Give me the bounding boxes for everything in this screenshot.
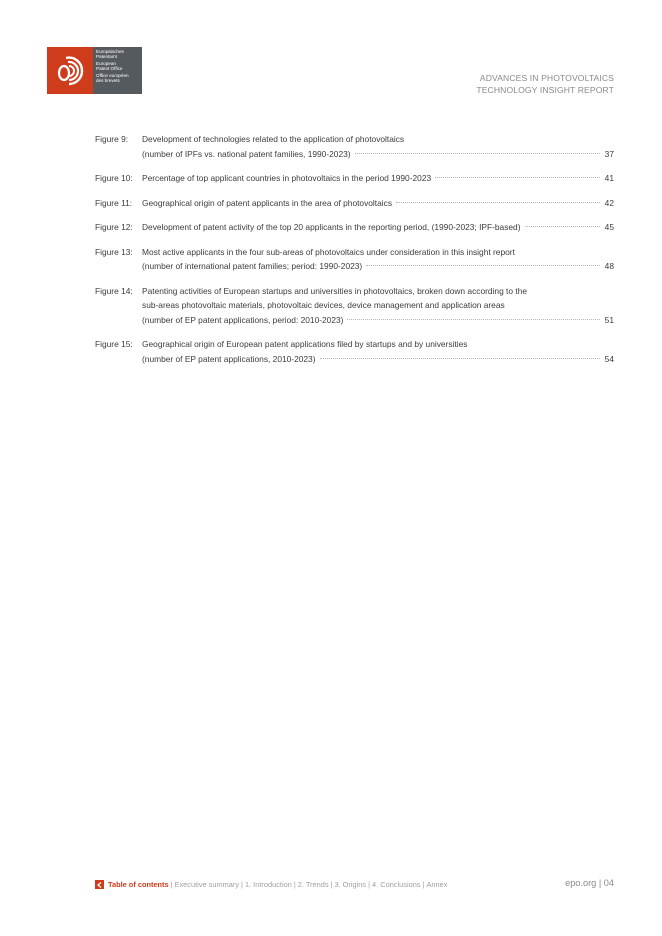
figure-caption-line: (number of EP patent applications, period: 2010-2023) (142, 314, 344, 325)
logo-line: Patent Office (96, 66, 123, 72)
nav-link-annex[interactable]: Annex (426, 880, 448, 889)
toc-link[interactable]: Table of contents (108, 880, 169, 889)
dot-leader (347, 319, 600, 320)
logo-line: des brevets (96, 78, 120, 84)
toc-entry[interactable] (95, 196, 614, 211)
nav-link-conclusions[interactable]: 4. Conclusions (372, 880, 421, 889)
nav-link-executive-summary[interactable]: Executive summary (174, 880, 240, 889)
dot-leader (435, 177, 600, 178)
epo-swirl-icon (52, 52, 88, 90)
logo-line: Europäisches (96, 49, 124, 54)
report-title: ADVANCES IN PHOTOVOLTAICS (479, 73, 614, 83)
epo-logo-text (93, 47, 142, 94)
figure-caption-line: Geographical origin of European patent applications filed by startups and by universities (142, 339, 468, 349)
page-number-link[interactable]: 42 (604, 197, 614, 208)
figure-label: Figure 15: (95, 339, 133, 349)
nav-link-trends[interactable]: 2. Trends (297, 880, 329, 889)
figure-caption-line: Geographical origin of patent applicants in the area of photovoltaics (142, 197, 393, 208)
figure-caption-line: (number of EP patent applications, 2010-2023) (142, 353, 316, 364)
figure-caption-line: Development of patent activity of the top 20 applicants in the reporting period, (1990-2023; IPF-based) (142, 222, 521, 232)
page-number-link[interactable]: 51 (604, 314, 614, 325)
figure-caption-line: (number of international patent families; period: 1990-2023) (142, 261, 363, 271)
figure-label: Figure 10: (95, 173, 133, 183)
nav-link-introduction[interactable]: 1. Introduction (244, 880, 292, 889)
epo-logo (47, 47, 142, 94)
nav-link-origins[interactable]: 3. Origins (334, 880, 367, 889)
list-of-figures (95, 132, 614, 376)
figure-caption-line: Development of technologies related to the application of photovoltaics (142, 134, 405, 144)
figure-label: Figure 14: (95, 285, 133, 296)
back-arrow-icon[interactable] (95, 880, 104, 889)
dot-leader (320, 358, 600, 359)
figure-caption-line: sub-areas photovoltaic materials, photovoltaic devices, device management and application areas (142, 300, 505, 310)
report-subtitle: TECHNOLOGY INSIGHT REPORT (476, 85, 614, 95)
toc-entry[interactable] (95, 132, 614, 161)
dot-leader (355, 153, 600, 154)
page-number-link[interactable]: 45 (604, 222, 614, 232)
epo-logo-mark (47, 47, 93, 94)
toc-entry[interactable] (95, 284, 614, 328)
page-number-link[interactable]: 48 (604, 261, 614, 271)
figure-label: Figure 9: (95, 134, 129, 144)
logo-line: European (96, 60, 116, 66)
logo-line: Patentamt (96, 54, 117, 60)
page-number-link[interactable]: 54 (604, 353, 614, 364)
figure-label: Figure 12: (95, 222, 133, 232)
dot-leader (366, 265, 600, 266)
report-header (476, 72, 614, 96)
figure-caption-line: Patenting activities of European startups and universities in photovoltaics, broken down according to the (142, 285, 528, 296)
footer-navigation: Table of contents | Executive summary | 1. Introduction | 2. Trends | 3. Origins | 4. Conclusions | Annex (95, 880, 447, 889)
logo-line: Office européen (96, 72, 129, 78)
toc-entry[interactable] (95, 220, 614, 235)
site-link[interactable]: epo.org (565, 878, 597, 888)
toc-entry[interactable] (95, 337, 614, 366)
page-reference: epo.org | 04 (565, 878, 614, 888)
toc-entry[interactable] (95, 171, 614, 186)
figure-caption-line: (number of IPFs vs. national patent families, 1990-2023) (142, 148, 351, 159)
figure-caption-line: Most active applicants in the four sub-areas of photovoltaics under consideration in this insight report (142, 246, 515, 257)
dot-leader (525, 226, 601, 227)
dot-leader (396, 202, 600, 203)
page-number-link[interactable]: 37 (604, 148, 614, 159)
toc-entry[interactable] (95, 245, 614, 274)
figure-caption-line: Percentage of top applicant countries in photovoltaics in the period 1990-2023 (142, 173, 432, 183)
figure-label: Figure 11: (95, 197, 133, 208)
page-number: 04 (603, 878, 614, 888)
page-number-link[interactable]: 41 (604, 173, 614, 183)
figure-label: Figure 13: (95, 246, 133, 257)
